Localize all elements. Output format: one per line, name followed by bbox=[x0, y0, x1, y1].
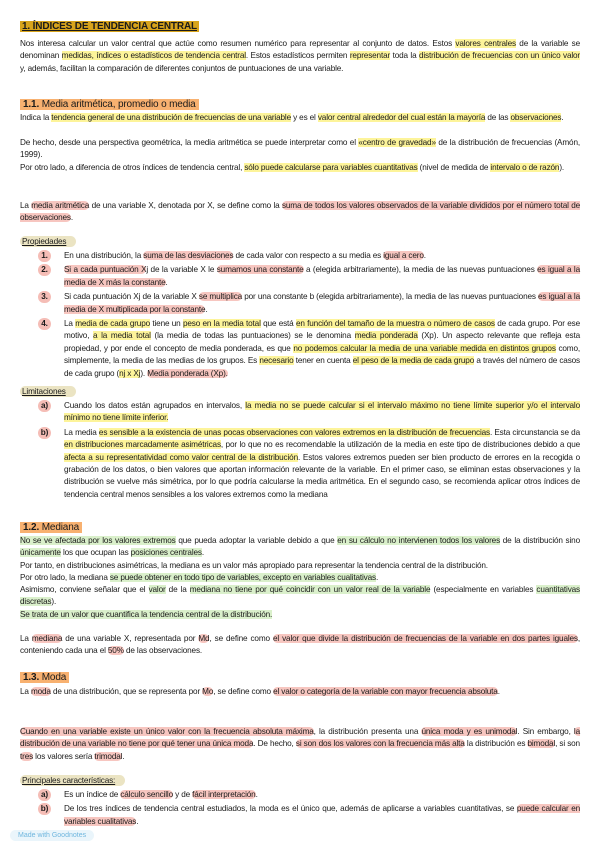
text-run: . bbox=[205, 304, 208, 314]
text-run: Nos interesa calcular un valor central que actúe como resumen numérico para representar al conjunto de datos. Estos bbox=[20, 39, 456, 48]
text-run: y, además, facilitan la comparación de diferentes conjuntos de puntuaciones de una variable. bbox=[20, 63, 344, 73]
highlighted-text: bimodal bbox=[527, 739, 556, 749]
text-run: Si cada puntuación X bbox=[64, 292, 139, 302]
list-item bbox=[38, 803, 580, 828]
highlighted-text: valor bbox=[148, 585, 166, 594]
characteristics-list bbox=[38, 789, 580, 830]
list-marker: b) bbox=[38, 803, 51, 815]
list-marker: a) bbox=[38, 400, 51, 412]
highlighted-text: fácil interpretación bbox=[192, 790, 256, 799]
text-run: a través del número de casos de cada grupo ( bbox=[64, 356, 580, 378]
list-marker: 2. bbox=[38, 264, 51, 276]
highlighted-text: representar bbox=[349, 51, 391, 61]
text-run: j de la variable X le bbox=[146, 265, 217, 275]
highlighted-text: valor central alrededor del cual están la mayoría bbox=[317, 113, 486, 122]
text-run: a (elegida arbitrariamente), la media de las nuevas puntuaciones bbox=[303, 265, 538, 275]
highlighted-text: posiciones centrales bbox=[130, 548, 202, 558]
text-run: y es el bbox=[290, 113, 318, 122]
highlighted-text: Cuando en una variable existe un único valor con la frecuencia absoluta máxima bbox=[20, 727, 314, 736]
highlighted-text: mediana no tiene por qué coincidir con un valor real de la variable bbox=[189, 585, 431, 594]
text-run: , conteniendo cada una el bbox=[20, 634, 580, 656]
highlighted-text: peso en la media total bbox=[182, 319, 261, 329]
list-item-text bbox=[64, 427, 580, 501]
list-item bbox=[38, 250, 580, 262]
text-run: de cada valor con respecto a su media es bbox=[233, 251, 384, 260]
text-run: De hecho, desde una perspectiva geométrica, la media aritmética se puede interpretar como el bbox=[20, 138, 359, 147]
media-paragraph-3 bbox=[20, 162, 580, 174]
highlighted-text: la distribución de una variable no tiene por qué tener una única moda bbox=[20, 727, 580, 749]
highlighted-text: sólo puede calcularse para variables cuantitativas bbox=[244, 163, 418, 172]
section-title: 1. ÍNDICES DE TENDENCIA CENTRAL bbox=[22, 21, 197, 32]
list-item bbox=[38, 291, 580, 316]
highlighted-text: se puede obtener en todo tipo de variables, excepto en variables cualitativas bbox=[109, 573, 376, 582]
properties-list bbox=[38, 250, 580, 382]
highlighted-text: tendencia general de una distribución de frecuencias de una variable bbox=[51, 113, 291, 122]
text-run: , si son bbox=[555, 739, 580, 749]
text-run: Indica la bbox=[20, 113, 52, 122]
highlighted-text: es igual a la media de X multiplicada por la constante bbox=[64, 292, 580, 314]
highlighted-text: Md bbox=[198, 634, 210, 643]
text-run: de la variable se denominan bbox=[20, 39, 580, 61]
text-run: Asimismo, conviene señalar que el bbox=[20, 585, 149, 594]
text-run: de una variable X, representada por bbox=[62, 634, 199, 643]
text-run: . bbox=[165, 277, 168, 287]
heading-media: 1.1. Media aritmética, promedio o media bbox=[20, 98, 580, 111]
goodnotes-badge: Made with Goodnotes bbox=[10, 830, 94, 841]
text-run: La bbox=[64, 319, 76, 329]
text-run: (especialmente en variables bbox=[430, 585, 537, 594]
list-item bbox=[38, 427, 580, 501]
text-run: . De hecho, bbox=[253, 739, 296, 749]
text-run: , se define como bbox=[209, 634, 273, 643]
text-run: ). bbox=[559, 163, 565, 172]
text-run: La bbox=[20, 634, 32, 643]
highlighted-text: si son dos los valores con la frecuencia más alta bbox=[295, 739, 465, 749]
highlighted-text: en función del tamaño de la muestra o número de casos bbox=[295, 319, 495, 329]
mediana-paragraph-5 bbox=[20, 609, 580, 621]
list-item-text bbox=[64, 318, 580, 380]
text-run: de la distribución sino bbox=[500, 536, 580, 545]
text-run: Por tanto, en distribuciones asimétricas, la mediana es un valor más apropiado para representar la tendencia central de la distribución. bbox=[20, 561, 488, 570]
highlighted-text: media de cada grupo bbox=[75, 319, 151, 329]
mediana-paragraph-2 bbox=[20, 560, 580, 572]
text-run: Es un índice de bbox=[64, 790, 121, 799]
highlighted-text: media ponderada bbox=[354, 331, 418, 341]
text-run: , se define como bbox=[213, 687, 274, 696]
characteristics-label: Principales características: bbox=[20, 775, 580, 787]
highlighted-text: trimodal bbox=[94, 751, 123, 761]
list-marker: 3. bbox=[38, 291, 51, 303]
text-run: j de la variable X bbox=[138, 292, 199, 302]
text-run: Por otro lado, la mediana bbox=[20, 573, 110, 582]
highlighted-text: No se ve afectada por los valores extremos bbox=[20, 536, 176, 545]
highlighted-text: en su cálculo no intervienen todos los valores bbox=[337, 536, 501, 545]
list-item bbox=[38, 400, 580, 425]
highlighted-text: se multiplica bbox=[198, 292, 243, 302]
list-marker: b) bbox=[38, 427, 51, 439]
highlighted-text: es sensible a la existencia de unas pocas observaciones con valores extremos en la distribución de frecuencias bbox=[98, 427, 490, 437]
highlighted-text: Se trata de un valor que cuantifica la tendencia central de la distribución. bbox=[20, 610, 273, 619]
text-run: ). bbox=[51, 597, 57, 607]
highlighted-text: intervalo o de razón bbox=[490, 163, 560, 172]
highlighted-text: Si a cada puntuación X bbox=[64, 265, 147, 275]
text-run: La media bbox=[64, 427, 99, 437]
highlighted-text: media aritmética bbox=[31, 201, 90, 210]
text-run: de las observaciones. bbox=[123, 646, 203, 656]
highlighted-text: «centro de gravedad» bbox=[358, 138, 436, 147]
highlighted-text: el valor que divide la distribución de frecuencias de la variable en dos partes iguales bbox=[272, 634, 578, 643]
heading-mediana: 1.2. Mediana bbox=[20, 521, 580, 534]
highlighted-text: moda bbox=[30, 687, 51, 696]
highlighted-text: afecta a su representatividad como valor central de la distribución bbox=[64, 452, 298, 462]
media-paragraph-2 bbox=[20, 137, 580, 162]
text-run: como, simplemente, la media de las medias de los grupos. Es bbox=[64, 343, 580, 366]
list-item-text bbox=[64, 803, 580, 828]
text-run: (la media de todas las puntuaciones) se le denomina bbox=[150, 331, 355, 341]
text-run: que pueda adoptar la variable debido a que bbox=[175, 536, 338, 545]
text-run: . bbox=[136, 816, 139, 826]
list-item-text bbox=[64, 264, 580, 289]
text-run: de cada grupo. Por ese motivo, bbox=[64, 319, 581, 341]
text-run: de una distribución, que se representa por bbox=[50, 687, 203, 696]
text-run: de la distribución de frecuencias (Amón, 1999). bbox=[20, 138, 580, 160]
highlighted-text: a la media total bbox=[93, 331, 151, 341]
list-item bbox=[38, 264, 580, 289]
text-run: , la distribución presenta una bbox=[313, 727, 422, 736]
list-item-text bbox=[64, 250, 580, 262]
text-run: La bbox=[20, 687, 31, 696]
text-run: La bbox=[20, 201, 32, 210]
highlighted-text: suma de todos los valores observados de la variable divididos por el número total de observaciones bbox=[20, 201, 580, 223]
media-paragraph-1 bbox=[20, 112, 580, 124]
moda-paragraph-2 bbox=[20, 726, 580, 763]
highlighted-text: nj x Xj bbox=[119, 368, 141, 378]
text-run: los valores sería bbox=[33, 751, 95, 761]
list-item bbox=[38, 789, 580, 801]
highlighted-text: única moda y es unimodal bbox=[421, 727, 518, 736]
text-run: . Estos valores extremos pueden ser bien producto de errores en la recogida o grabación de los datos, o bien valores que aportan información relevante de la variable. En el primer caso, se eliminan estas observaciones y la distribución se vuelve más simétrica, por lo que podría calcularse la media aritmética. En el segundo caso, se recomienda aplicar otros índices de tendencia central menos sensibles a los valores extremos como la mediana bbox=[64, 452, 580, 499]
text-run: ). bbox=[140, 368, 148, 378]
text-run: . Estos estadísticos permiten bbox=[245, 51, 350, 61]
highlighted-text: 50% bbox=[107, 646, 124, 656]
highlighted-text: igual a cero bbox=[383, 251, 424, 260]
text-run: por una constante b (elegida arbitrariamente), la media de las nuevas puntuaciones bbox=[242, 292, 539, 302]
highlighted-text: Mo bbox=[202, 687, 214, 696]
highlighted-text: observaciones bbox=[510, 113, 562, 122]
text-run: y de bbox=[173, 790, 193, 799]
list-item-text bbox=[64, 789, 580, 801]
list-marker: 4. bbox=[38, 318, 51, 330]
limitations-list bbox=[38, 400, 580, 503]
text-run: . Sin embargo, bbox=[517, 727, 574, 736]
list-item-text bbox=[64, 291, 580, 316]
intro-paragraph bbox=[20, 38, 580, 75]
text-run: Por otro lado, a diferencia de otros índices de tendencia central, bbox=[20, 163, 245, 172]
text-run: . bbox=[255, 790, 258, 799]
text-run: . Esta circunstancia se da bbox=[489, 427, 580, 437]
highlighted-text: únicamente bbox=[20, 548, 61, 558]
text-run: , por lo que no es recomendable la utilización de la media en este tipo de distribuciones debido a que bbox=[220, 440, 580, 450]
mediana-paragraph-1 bbox=[20, 535, 580, 560]
text-run: de las bbox=[485, 113, 511, 122]
text-run: tener en cuenta bbox=[293, 356, 353, 366]
highlighted-text: tres bbox=[20, 751, 34, 761]
mediana-paragraph-4 bbox=[20, 584, 580, 609]
text-run: Cuando los datos están agrupados en intervalos, bbox=[64, 401, 246, 410]
text-run: de una variable X, denotada por X, se define como la bbox=[89, 201, 282, 210]
text-run: . bbox=[122, 751, 125, 761]
highlighted-text: en distribuciones marcadamente asimétricas bbox=[64, 440, 221, 450]
highlighted-text: medidas, índices o estadísticos de tendencia central bbox=[61, 51, 246, 61]
highlighted-text: no podemos calcular la media de una variable medida en distintos grupos bbox=[293, 343, 556, 353]
text-run: . bbox=[561, 113, 564, 122]
moda-definition bbox=[20, 686, 580, 698]
properties-label: Propiedades bbox=[20, 236, 580, 248]
highlighted-text: es igual a la media de X más la constante bbox=[64, 265, 581, 287]
highlighted-text: valores centrales bbox=[455, 39, 516, 48]
list-marker: 1. bbox=[38, 250, 51, 262]
highlighted-text: el peso de la media de cada grupo bbox=[352, 356, 475, 366]
text-run: En una distribución, la bbox=[64, 251, 144, 260]
text-run: . bbox=[375, 573, 379, 582]
text-run: . bbox=[423, 251, 426, 260]
text-run: de la bbox=[165, 585, 190, 594]
heading-moda: 1.3. Moda bbox=[20, 671, 580, 684]
list-item-text bbox=[64, 400, 580, 425]
limitations-label: Limitaciones bbox=[20, 386, 580, 398]
text-run: . bbox=[497, 687, 500, 696]
highlighted-text: necesario bbox=[259, 356, 294, 366]
list-item bbox=[38, 318, 580, 380]
text-run: la distribución es bbox=[464, 739, 528, 749]
highlighted-text: Media ponderada (Xp). bbox=[147, 368, 228, 378]
text-run: . bbox=[70, 213, 73, 223]
highlighted-text: sumamos una constante bbox=[216, 265, 304, 275]
highlighted-text: el valor o categoría de la variable con mayor frecuencia absoluta bbox=[273, 687, 498, 696]
text-run: De los tres índices de tendencia central estudiados, la moda es el único que, además de aplicarse a variables cuantitativas, se bbox=[64, 804, 517, 814]
text-run: . bbox=[201, 548, 204, 558]
highlighted-text: distribución de frecuencias con un único valor bbox=[418, 51, 580, 61]
media-definition bbox=[20, 200, 580, 225]
list-marker: a) bbox=[38, 789, 51, 801]
text-run: (Xp). Un aspecto relevante que refleja esta propiedad, y por ende el concepto de media ponderada, es que bbox=[64, 331, 580, 353]
text-run: tiene un bbox=[150, 319, 183, 329]
mediana-definition bbox=[20, 633, 580, 658]
mediana-paragraph-3 bbox=[20, 572, 580, 584]
highlighted-text: mediana bbox=[31, 634, 63, 643]
highlighted-text: la media no se puede calcular si el intervalo máximo no tiene límite superior y/o el intervalo mínimo no tiene límite inferior. bbox=[64, 401, 580, 423]
text-run: (nivel de medida de bbox=[417, 163, 491, 172]
text-run: los que ocupan las bbox=[60, 548, 131, 558]
text-run: que está bbox=[260, 319, 296, 329]
highlighted-text: suma de las desviaciones bbox=[143, 251, 234, 260]
highlighted-text: puede calcular en variables cualitativas bbox=[64, 804, 581, 826]
text-run: toda la bbox=[390, 51, 419, 61]
highlighted-text: cálculo sencillo bbox=[120, 790, 173, 799]
highlighted-text: cuantitativas discretas bbox=[20, 585, 580, 607]
